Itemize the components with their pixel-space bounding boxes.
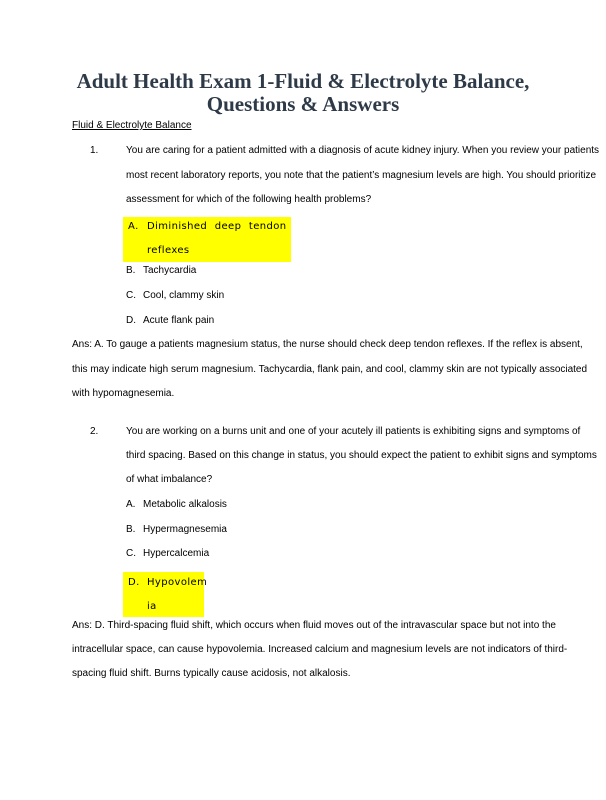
option-letter: A.: [126, 499, 136, 510]
question-text-line: most recent laboratory reports, you note that the patient’s magnesium levels are high. You should prioritize: [126, 170, 597, 181]
answer-text-line: Ans: D. Third-spacing fluid shift, which occurs when fluid moves out of the intravascular space but not into the: [72, 620, 556, 631]
answer-text-line: intracellular space, can cause hypovolemia. Increased calcium and magnesium levels are not indicators of third-: [72, 644, 568, 655]
answer-text-line: this may indicate high serum magnesium. Tachycardia, flank pain, and cool, clammy skin are not typically associated: [72, 364, 588, 375]
answer-text-line: Ans: A. To gauge a patients magnesium status, the nurse should check deep tendon reflexes. If the reflex is absent,: [72, 339, 583, 350]
question-text-line: You are working on a burns unit and one of your acutely ill patients is exhibiting signs and symptoms of: [126, 426, 581, 437]
option-text: reflexes: [147, 245, 190, 256]
option-text: Cool, clammy skin: [143, 290, 225, 301]
document-title: [0, 70, 606, 116]
option-text: Metabolic alkalosis: [143, 499, 227, 510]
question-number: 1.: [90, 145, 99, 156]
option-letter: D.: [128, 577, 140, 588]
title-line-1: Adult Health Exam 1-Fluid & Electrolyte Balance,: [76, 69, 530, 93]
question-text-line: assessment for which of the following health problems?: [126, 194, 372, 205]
option-text: Diminished deep tendon: [147, 221, 287, 232]
option-text: Hypercalcemia: [143, 548, 210, 559]
option-text: Acute flank pain: [143, 315, 215, 326]
option-letter: D.: [126, 315, 136, 326]
section-heading: Fluid & Electrolyte Balance: [72, 120, 192, 131]
option-text: Hypermagnesemia: [143, 524, 227, 535]
option-letter: C.: [126, 290, 136, 301]
option-letter: B.: [126, 524, 136, 535]
answer-text-line: spacing fluid shift. Burns typically cause acidosis, not alkalosis.: [72, 668, 351, 679]
option-text: Tachycardia: [143, 265, 197, 276]
question-number: 2.: [90, 426, 99, 437]
option-letter: C.: [126, 548, 136, 559]
question-text-line: You are caring for a patient admitted with a diagnosis of acute kidney injury. When you review your patients: [126, 145, 600, 156]
question-text-line: of what imbalance?: [126, 474, 213, 485]
title-line-2: Questions & Answers: [206, 92, 400, 116]
option-text: ia: [147, 601, 157, 612]
option-letter: A.: [128, 221, 139, 232]
option-letter: B.: [126, 265, 136, 276]
option-text: Hypovolem: [147, 577, 208, 588]
question-text-line: third spacing. Based on this change in status, you should expect the patient to exhibit signs and symptoms: [126, 450, 597, 461]
answer-text-line: with hypomagnesemia.: [72, 388, 175, 399]
